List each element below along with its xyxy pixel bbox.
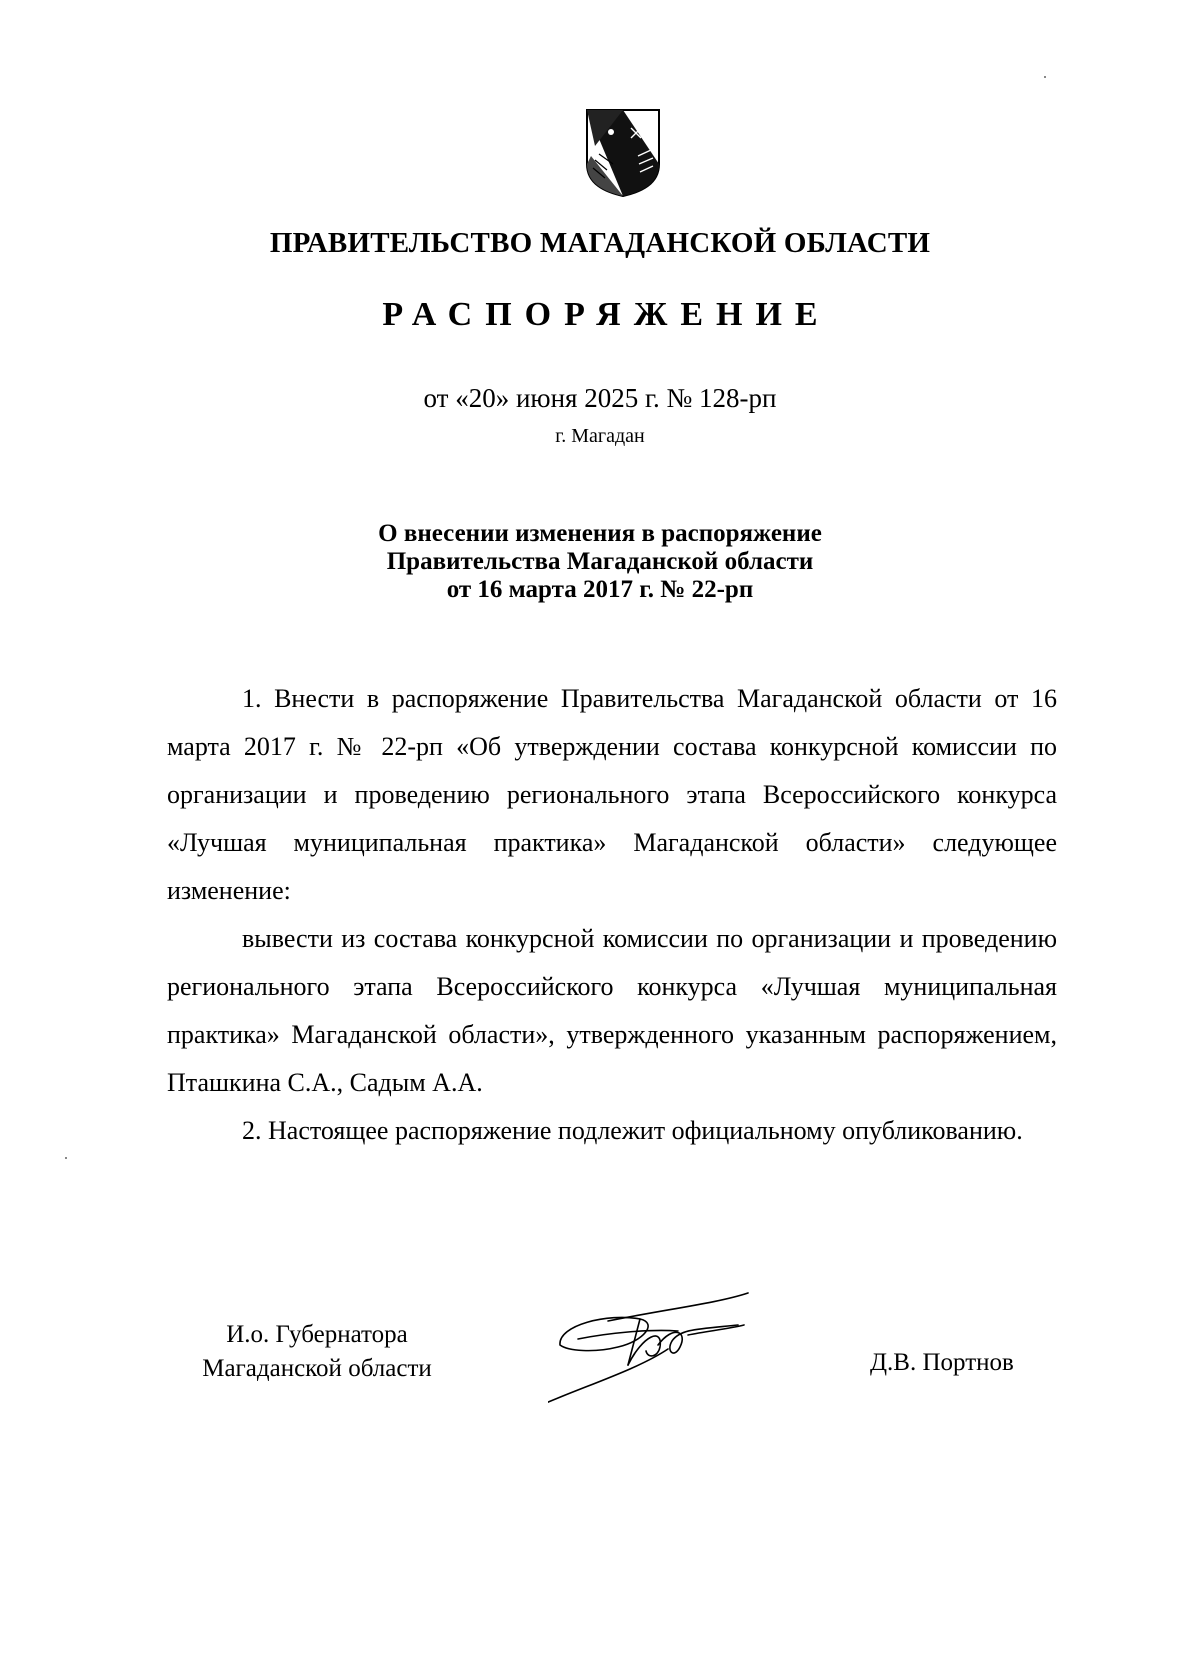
document-date-number: от «20» июня 2025 г. № 128-рп [423, 383, 777, 413]
document-subject [0, 520, 1200, 604]
subject-line: Правительства Магаданской области [386, 548, 814, 575]
document-city: г. Магадан [555, 425, 645, 447]
handwritten-signature [548, 1285, 788, 1405]
position-line: Магаданской области [202, 1355, 432, 1382]
document-body [167, 675, 1057, 1155]
organization-title: ПРАВИТЕЛЬСТВО МАГАДАНСКОЙ ОБЛАСТИ [269, 227, 931, 259]
signatory-name: Д.В. Портнов [870, 1349, 1014, 1376]
subject-line: от 16 марта 2017 г. № 22-рп [446, 576, 754, 603]
document-type: РАСПОРЯЖЕНИЕ [382, 296, 831, 333]
position-line: И.о. Губернатора [226, 1321, 408, 1348]
paragraph: вывести из состава конкурсной комиссии по организации и проведению регионального этапа Всероссийского конкурса «Лучшая муниципальная практика» Магаданской области», утвержденного указанным распоряжением, Пташкина С.А., Садым А.А. [167, 924, 1057, 1097]
scan-artifact [1044, 76, 1046, 78]
signatory-position [167, 1318, 467, 1386]
paragraph: 2. Настоящее распоряжение подлежит официальному опубликованию. [242, 1116, 1023, 1145]
scan-artifact [65, 1157, 67, 1159]
paragraph: 1. Внести в распоряжение Правительства Магаданской области от 16 марта 2017 г. № 22-рп «Об утверждении состава конкурсной комиссии по организации и проведению регионального этапа Всероссийского конкурса «Лучшая муниципальная практика» Магаданской области» следующее изменение: [167, 684, 1057, 905]
coat-of-arms-icon [583, 106, 663, 198]
subject-line: О внесении изменения в распоряжение [378, 520, 822, 547]
